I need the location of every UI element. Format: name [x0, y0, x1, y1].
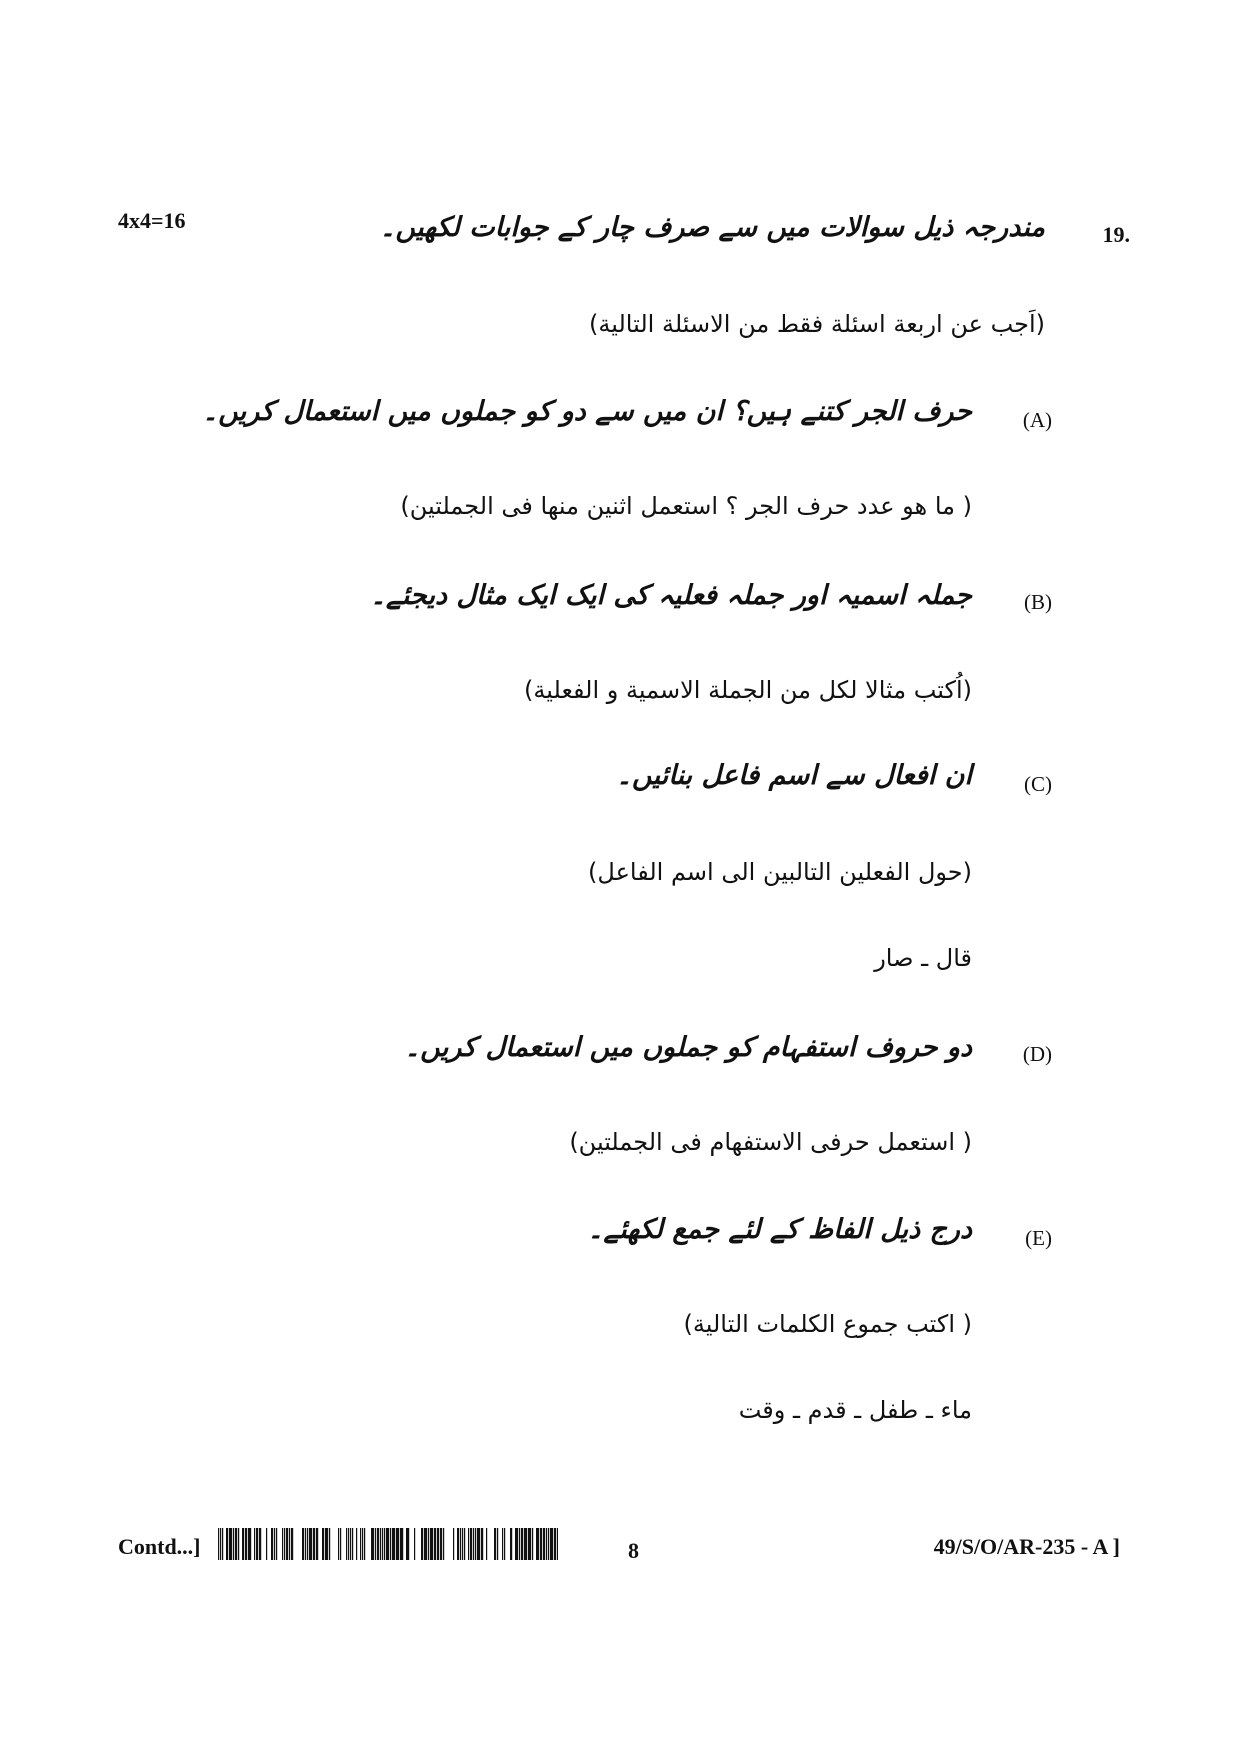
barcode-bar [302, 1528, 304, 1560]
barcode-bar [377, 1528, 379, 1560]
barcode-bar [307, 1528, 308, 1560]
barcode-bar [464, 1528, 465, 1560]
barcode-bar [546, 1528, 547, 1560]
marks-allocation: 4x4=16 [118, 208, 186, 233]
barcode-bar [375, 1528, 376, 1560]
barcode-bar [248, 1528, 251, 1560]
barcode-bar [440, 1528, 442, 1560]
barcode-bar [289, 1528, 290, 1560]
paper-code: 49/S/O/AR-235 - A ] [933, 1534, 1120, 1559]
barcode-bar [477, 1528, 480, 1560]
barcode-bar [235, 1528, 237, 1560]
barcode-bar [437, 1528, 439, 1560]
barcode-bar [481, 1528, 483, 1560]
barcode-bar [346, 1528, 347, 1560]
barcode-bar [226, 1528, 228, 1560]
barcode-bar [428, 1528, 429, 1560]
barcode-bar [521, 1528, 523, 1560]
barcode-bar [233, 1528, 234, 1560]
barcode-bar [305, 1528, 306, 1560]
barcode-bar [242, 1528, 244, 1560]
barcode-bar [390, 1528, 391, 1560]
barcode-image [218, 1528, 558, 1560]
barcode-bar [392, 1528, 395, 1560]
barcode-bar [276, 1528, 277, 1560]
question-instruction-arabic: (اَجب عن اربعة اسئلة فقط من الاسئلة التالية) [589, 310, 1045, 338]
barcode-bar [550, 1528, 553, 1560]
barcode-bar [238, 1528, 239, 1560]
barcode-bar [291, 1528, 293, 1560]
barcode-bar [453, 1528, 454, 1560]
barcode-bar [462, 1528, 463, 1560]
barcode-bar [245, 1528, 247, 1560]
question-number: 19. [1102, 222, 1130, 247]
sub-question-label-c: (C) [1024, 772, 1052, 796]
barcode-bar [524, 1528, 527, 1560]
barcode-bar [313, 1528, 315, 1560]
sub-question-a-urdu: حرف الجر کتنے ہیں؟ ان میں سے دو کو جملوں میں استعمال کریں۔ [202, 396, 972, 427]
barcode-bar [286, 1528, 288, 1560]
barcode-bar [348, 1528, 349, 1560]
barcode-bar [536, 1528, 539, 1560]
barcode-bar [254, 1528, 255, 1560]
barcode-bar [350, 1528, 351, 1560]
barcode-bar [504, 1528, 505, 1560]
barcode-bar [329, 1528, 330, 1560]
barcode-bar [460, 1528, 461, 1560]
barcode-bar [502, 1528, 503, 1560]
barcode-bar [356, 1528, 357, 1560]
sub-question-b-urdu: جملہ اسمیہ اور جملہ فعلیہ کی ایک ایک مثال دیجئے۔ [370, 580, 972, 611]
barcode-bar [494, 1528, 496, 1560]
sub-question-c-urdu: ان افعال سے اسم فاعل بنائیں۔ [616, 760, 972, 791]
barcode-bar [424, 1528, 427, 1560]
barcode-bar [554, 1528, 556, 1560]
page-number: 8 [628, 1538, 639, 1563]
sub-question-d-arabic: ( استعمل حرفى الاستفهام فى الجملتين) [569, 1128, 972, 1156]
barcode-bar [271, 1528, 273, 1560]
barcode-bar [218, 1528, 219, 1560]
sub-question-label-e: (E) [1025, 1226, 1052, 1250]
barcode-bar [486, 1528, 487, 1560]
barcode-bar [473, 1528, 474, 1560]
barcode-bar [457, 1528, 459, 1560]
barcode-bar [338, 1528, 339, 1560]
barcode-bar [475, 1528, 476, 1560]
barcode-bar [519, 1528, 520, 1560]
sub-question-b-arabic: (اُكتب مثالا لكل من الجملة الاسمية و الفعلية) [524, 676, 972, 704]
barcode-bar [322, 1528, 324, 1560]
contd-label: Contd...] [118, 1534, 201, 1559]
barcode-bar [510, 1528, 512, 1560]
barcode-bar [309, 1528, 312, 1560]
sub-question-c-words: قال ـ صار [874, 944, 972, 972]
barcode-bar [396, 1528, 399, 1560]
barcode-bar [540, 1528, 542, 1560]
barcode-bar [229, 1528, 232, 1560]
barcode-bar [515, 1528, 518, 1560]
barcode-bar [220, 1528, 221, 1560]
barcode-bar [543, 1528, 545, 1560]
barcode-bar [382, 1528, 383, 1560]
barcode-bar [266, 1528, 267, 1560]
barcode-bar [497, 1528, 498, 1560]
sub-question-label-b: (B) [1024, 590, 1052, 614]
sub-question-label-d: (D) [1022, 1042, 1052, 1066]
sub-question-label-a: (A) [1022, 408, 1052, 432]
barcode-bar [528, 1528, 531, 1560]
barcode-bar [434, 1528, 436, 1560]
barcode-bar [364, 1528, 365, 1560]
barcode-bar [532, 1528, 533, 1560]
sub-question-a-arabic: ( ما هو عدد حرف الجر ؟ استعمل اثنين منها فى الجملتين) [400, 492, 972, 520]
barcode-bar [325, 1528, 328, 1560]
barcode-bar [360, 1528, 361, 1560]
barcode-bar [371, 1528, 374, 1560]
barcode-bar [259, 1528, 261, 1560]
barcode-bar [352, 1528, 353, 1560]
barcode-bar [282, 1528, 283, 1560]
barcode-bar [316, 1528, 318, 1560]
barcode-bar [406, 1528, 409, 1560]
barcode-bar [548, 1528, 549, 1560]
barcode-bar [414, 1528, 415, 1560]
barcode-bar [340, 1528, 341, 1560]
barcode-bar [284, 1528, 285, 1560]
question-instruction-urdu: مندرجہ ذیل سوالات میں سے صرف چار کے جوابات لکھیں۔ [379, 212, 1045, 243]
sub-question-e-words: ماء ـ طفل ـ قدم ـ وقت [738, 1396, 972, 1424]
barcode-bar [384, 1528, 385, 1560]
barcode-bar [256, 1528, 258, 1560]
barcode-bar [380, 1528, 381, 1560]
barcode-bar [274, 1528, 275, 1560]
barcode-bar [222, 1528, 223, 1560]
barcode-bar [468, 1528, 469, 1560]
sub-question-d-urdu: دو حروف استفہام کو جملوں میں استعمال کریں۔ [404, 1032, 972, 1063]
sub-question-e-arabic: ( اكتب جموع الكلمات التالية) [683, 1310, 972, 1338]
barcode-bar [386, 1528, 389, 1560]
barcode-bar [400, 1528, 403, 1560]
barcode-bar [421, 1528, 423, 1560]
barcode-bar [470, 1528, 472, 1560]
barcode-bar [430, 1528, 433, 1560]
sub-question-e-urdu: درج ذیل الفاظ کے لئے جمع لکھئے۔ [587, 1214, 972, 1245]
sub-question-c-arabic: (حول الفعلين التالبين الى اسم الفاعل) [588, 858, 972, 886]
barcode-bar [362, 1528, 363, 1560]
barcode-bar [557, 1528, 558, 1560]
barcode-bar [443, 1528, 444, 1560]
